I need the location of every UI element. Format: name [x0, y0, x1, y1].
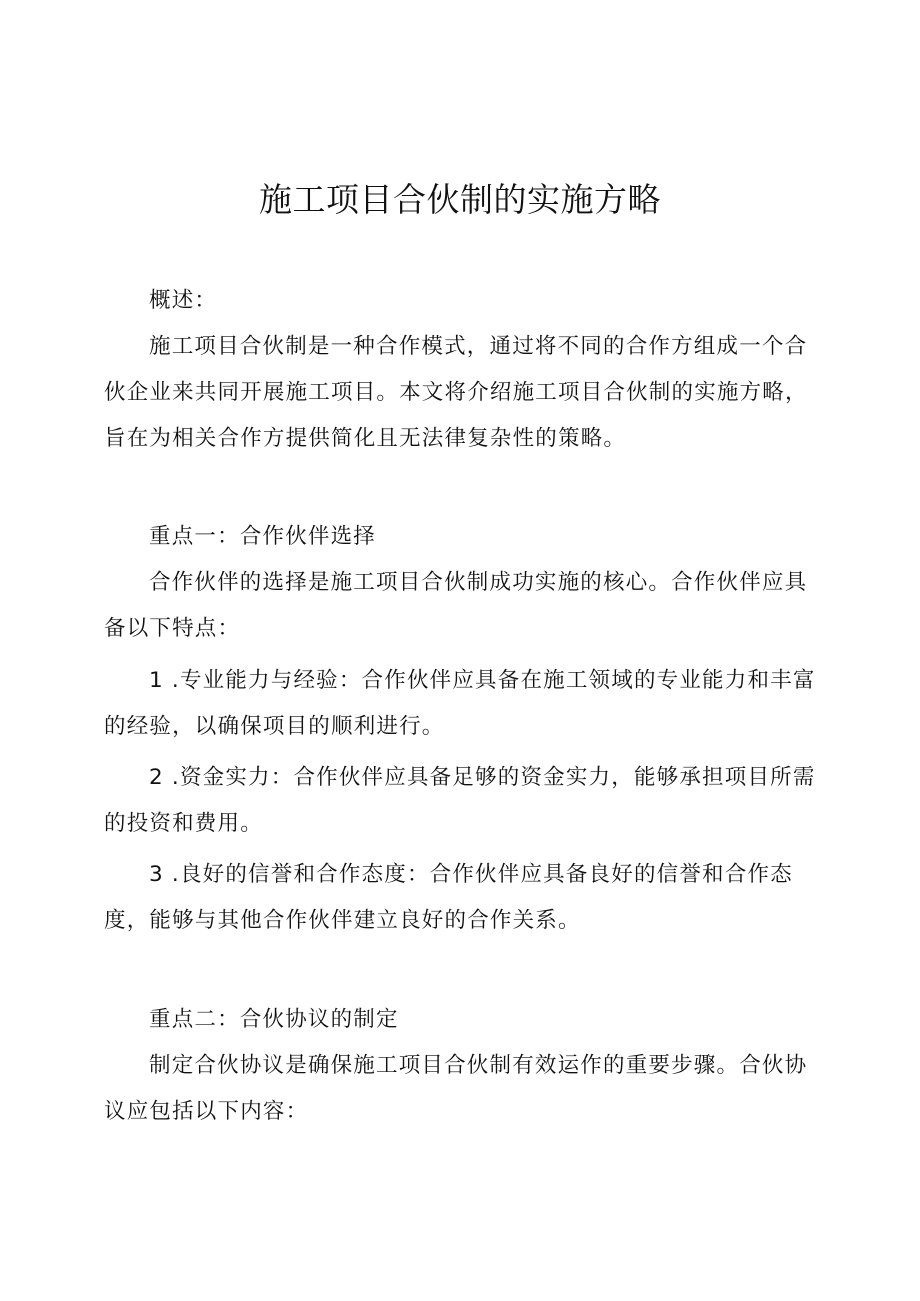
- section-heading-agreement: 重点二：合伙协议的制定: [149, 1007, 399, 1032]
- partner-selection-paragraph: 合作伙伴的选择是施工项目合伙制成功实施的核心。合作伙伴应具备以下特点：: [104, 570, 808, 641]
- overview-paragraph: 施工项目合伙制是一种合作模式，通过将不同的合作方组成一个合伙企业来共同开展施工项目。本文将介绍施工项目合伙制的实施方略，旨在为相关合作方提供简化且无法律复杂性的策略。: [104, 334, 808, 451]
- overview-heading: 概述：: [149, 288, 218, 313]
- list-item-funding: 2 .资金实力：合作伙伴应具备足够的资金实力，能够承担项目所需的投资和费用。: [104, 765, 816, 836]
- section-heading-partner-selection: 重点一：合作伙伴选择: [149, 524, 377, 549]
- list-item-expertise: 1 .专业能力与经验：合作伙伴应具备在施工领域的专业能力和丰富的经验，以确保项目的顺利进行。: [104, 668, 816, 739]
- list-item-reputation: 3 .良好的信誉和合作态度：合作伙伴应具备良好的信誉和合作态度，能够与其他合作伙伴建立良好的合作关系。: [104, 862, 793, 933]
- agreement-paragraph: 制定合伙协议是确保施工项目合伙制有效运作的重要步骤。合伙协议应包括以下内容：: [104, 1053, 808, 1124]
- document-title: 施工项目合伙制的实施方略: [259, 180, 661, 219]
